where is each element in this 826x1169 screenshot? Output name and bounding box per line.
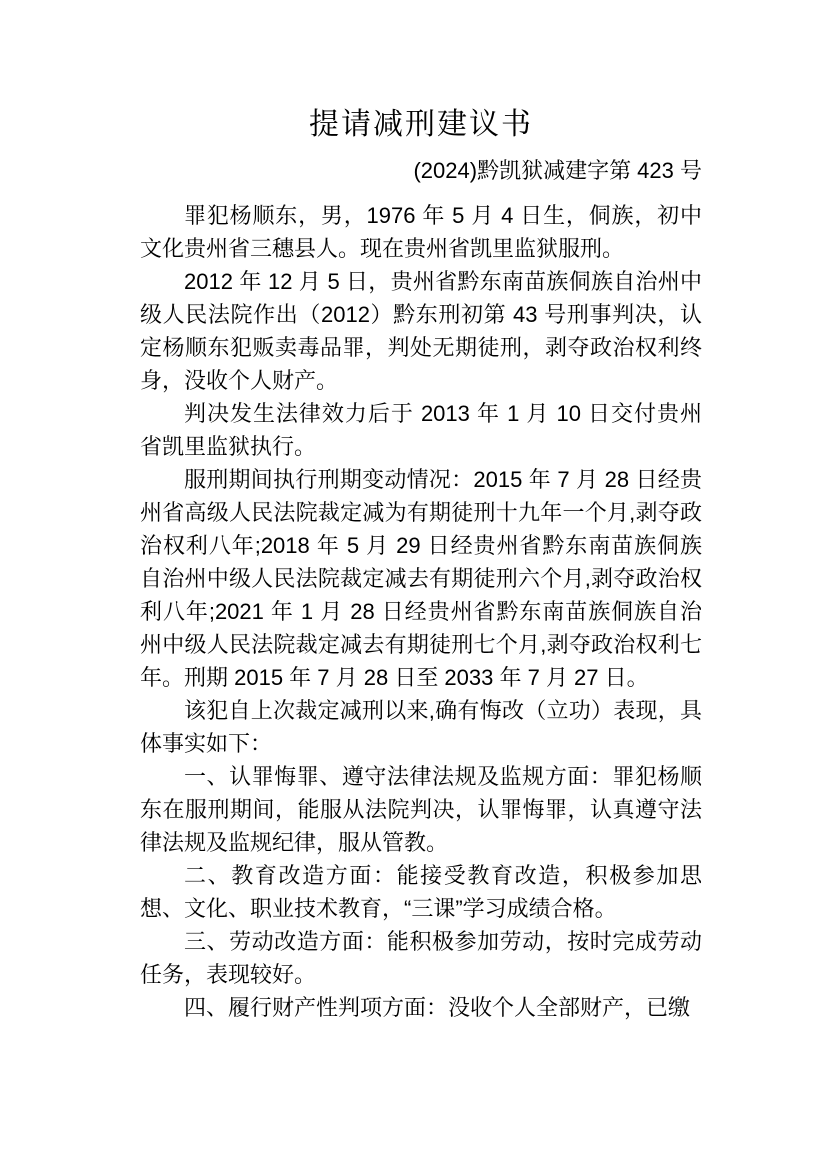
- paragraph: 2012 年 12 月 5 日，贵州省黔东南苗族侗族自治州中级人民法院作出（2012）黔东刑初第 43 号刑事判决，认定杨顺东犯贩卖毒品罪，判处无期徒刑，剥夺政治权利终身，没收个人财产。: [140, 269, 702, 393]
- document-body: [140, 199, 702, 1024]
- paragraph: 四、履行财产性判项方面：没收个人全部财产，已缴: [184, 995, 691, 1020]
- paragraph: 一、认罪悔罪、遵守法律法规及监规方面：罪犯杨顺东在服刑期间，能服从法院判决，认罪悔罪，认真遵守法律法规及监规纪律，服从管教。: [140, 764, 702, 855]
- document-number: (2024)黔凯狱减建字第 423 号: [413, 158, 702, 183]
- paragraph: 该犯自上次裁定减刑以来,确有悔改（立功）表现，具体事实如下：: [140, 698, 702, 756]
- paragraph: 判决发生法律效力后于 2013 年 1 月 10 日交付贵州省凯里监狱执行。: [140, 401, 702, 459]
- paragraph: 罪犯杨顺东，男，1976 年 5 月 4 日生，侗族，初中文化贵州省三穗县人。现在贵州省凯里监狱服刑。: [140, 203, 702, 261]
- document-title: 提请减刑建议书: [309, 108, 533, 141]
- paragraph: 二、教育改造方面：能接受教育改造，积极参加思想、文化、职业技术教育，“三课”学习成绩合格。: [140, 863, 702, 921]
- document-content: [140, 101, 702, 1024]
- paragraph: 三、劳动改造方面：能积极参加劳动，按时完成劳动任务，表现较好。: [140, 929, 702, 987]
- paragraph: 服刑期间执行刑期变动情况：2015 年 7 月 28 日经贵州省高级人民法院裁定减为有期徒刑十九年一个月,剥夺政治权利八年;2018 年 5 月 29 日经贵州省黔东南苗族侗族自治州中级人民法院裁定减去有期徒刑六个月,剥夺政治权利八年;2021 年 1 月 28 日经贵州省黔东南苗族侗族自治州中级人民法院裁定减去有期徒刑七个月,剥夺政治权利七年。刑期 2015 年 7 月 28 日至 2033 年 7 月 27 日。: [140, 467, 702, 690]
